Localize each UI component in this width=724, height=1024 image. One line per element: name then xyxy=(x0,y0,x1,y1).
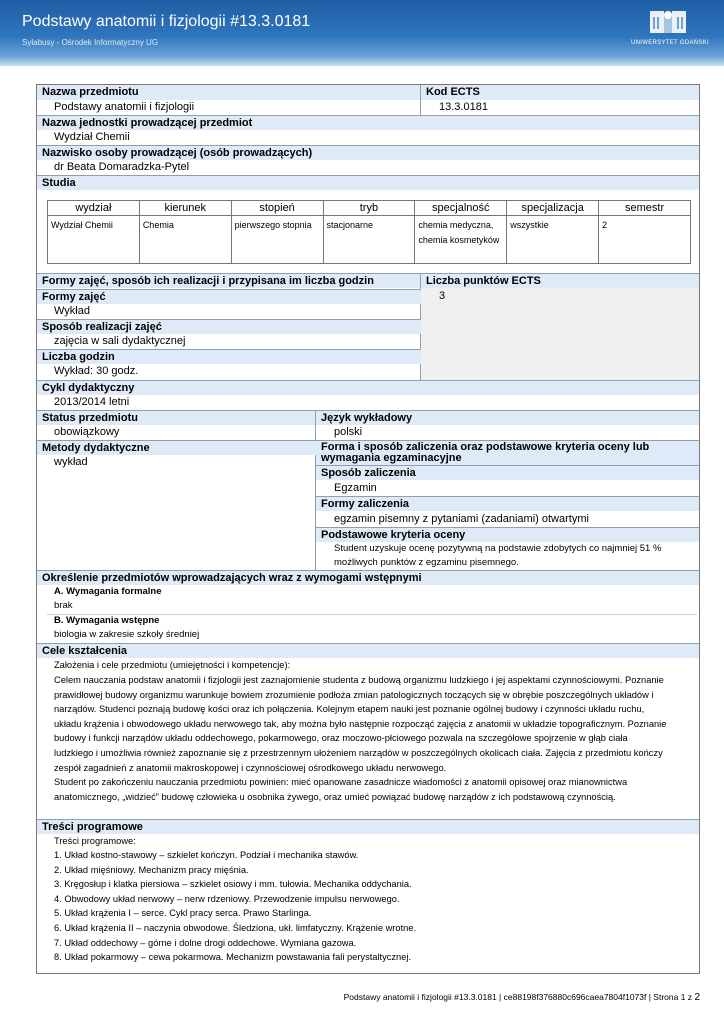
course-name-label: Nazwa przedmiotu xyxy=(37,85,421,100)
goals-line: anatomicznego, „widzieć” budowę człowieka u osobnika żywego, oraz umieć powiązać budowę narządów z ich podstawową czynnością. xyxy=(54,792,616,802)
ects-points-panel xyxy=(421,288,699,381)
prereq-a-label: A. Wymagania formalne xyxy=(54,586,162,597)
method-label: Sposób realizacji zajęć xyxy=(37,319,421,334)
prereq-b-value: biologia w zakresie szkoły średniej xyxy=(54,629,200,640)
unit-value: Wydział Chemii xyxy=(54,131,130,143)
col-wydzial: wydział xyxy=(48,201,140,216)
assessment-type: Egzamin xyxy=(334,482,377,494)
cycle-label: Cykl dydaktyczny xyxy=(37,380,699,395)
page-header xyxy=(0,0,724,66)
teacher-value: dr Beata Domaradzka-Pytel xyxy=(54,161,190,173)
goals-line: Student po zakończeniu nauczania przedmiotu powinien: mieć opanowane zasadnicze wiadomości z anatomii opisowej oraz mianownictwa xyxy=(54,777,628,787)
goals-line: ludzkiego i umożliwia również zapoznanie się z przestrzennym ułożeniem narządów w poszczególnych okolicach ciała. Zajęcia z przedmiotu kończy xyxy=(54,748,663,758)
cell-semestr: 2 xyxy=(599,216,691,264)
col-stopien: stopień xyxy=(231,201,323,216)
criteria-line-1: Student uzyskuje ocenę pozytywną na podstawie zdobytych co najmniej 51 % xyxy=(334,543,662,554)
assessment-label: Forma i sposób zaliczenia oraz podstawowe kryteria oceny lub wymagania egzaminacyjne xyxy=(316,440,699,465)
footer-page-total: 2 xyxy=(694,992,700,1003)
assessment-type-label: Sposób zaliczenia xyxy=(316,465,699,480)
methods-value: wykład xyxy=(54,456,88,468)
prereq-b-label: B. Wymagania wstępne xyxy=(54,615,160,626)
col-kierunek: kierunek xyxy=(139,201,231,216)
hours-value: Wykład: 30 godz. xyxy=(54,365,139,377)
unit-label: Nazwa jednostki prowadzącej przedmiot xyxy=(37,115,699,130)
page-footer xyxy=(344,992,700,1003)
goals-line: prawidłowej budowy organizmu warunkuje bowiem zrozumienie podłoża zmian patologicznych toczących się w obrębie poszczególnych układów i xyxy=(54,690,654,700)
ects-points-label: Liczba punktów ECTS xyxy=(421,273,699,288)
prereq-label: Określenie przedmiotów wprowadzających wraz z wymogami wstępnymi xyxy=(37,570,699,585)
content-line: 8. Układ pokarmowy – cewa pokarmowa. Mechanizm powstawania fali perystaltycznej. xyxy=(54,952,412,962)
teacher-label: Nazwisko osoby prowadzącej (osób prowadzących) xyxy=(37,145,699,160)
university-logo-icon xyxy=(646,7,690,37)
content-line: 1. Układ kostno-stawowy – szkielet kończyn. Podział i mechanika stawów. xyxy=(54,850,359,860)
university-name: UNIWERSYTET GDAŃSKI xyxy=(631,40,709,46)
cell-specjalnosc: chemia medyczna, chemia kosmetyków xyxy=(415,216,507,264)
language-value: polski xyxy=(334,426,363,438)
goals-line: budowy i funkcji narządów układu oddechowego, pokarmowego, oraz moczowo-płciowego pozwala na szczegółowe spojrzenie w głąb ciała xyxy=(54,733,628,743)
content-line: 4. Obwodowy układ nerwowy – nerw rdzeniowy. Przewodzenie impulsu nerwowego. xyxy=(54,894,400,904)
assessment-forms-label: Formy zaliczenia xyxy=(316,496,699,511)
criteria-label: Podstawowe kryteria oceny xyxy=(316,527,699,542)
content-line: 7. Układ oddechowy – górne i dolne drogi oddechowe. Wymiana gazowa. xyxy=(54,938,357,948)
footer-text: Podstawy anatomii i fizjologii #13.3.0181 | ce88198f376880c696caea7804f1073f | Strona 1 z xyxy=(343,992,693,1002)
col-tryb: tryb xyxy=(323,201,415,216)
content-line: 5. Układ krążenia I – serce. Cykl pracy serca. Prawo Starlinga. xyxy=(54,908,312,918)
col-specjalizacja: specjalizacja xyxy=(507,201,599,216)
criteria-line-2: możliwych punktów z egzaminu pisemnego. xyxy=(334,557,519,568)
methods-label: Metody dydaktyczne xyxy=(37,440,316,455)
method-value: zajęcia w sali dydaktycznej xyxy=(54,335,186,347)
divider xyxy=(315,410,316,570)
content-line: 3. Kręgosłup i klatka piersiowa – szkielet osiowy i mm. tułowia. Mechanika oddychania. xyxy=(54,879,412,889)
cell-wydzial: Wydział Chemii xyxy=(48,216,140,264)
prereq-a-value: brak xyxy=(54,600,73,611)
forms-label: Formy zajęć, sposób ich realizacji i przypisana im liczba godzin xyxy=(37,273,421,288)
divider xyxy=(420,85,421,115)
status-value: obowiązkowy xyxy=(54,426,120,438)
language-label: Język wykładowy xyxy=(316,410,699,425)
content-label: Treści programowe xyxy=(37,819,699,834)
cell-kierunek: Chemia xyxy=(139,216,231,264)
table-row xyxy=(48,216,691,264)
form-label: Formy zajęć xyxy=(37,289,421,304)
studia-label: Studia xyxy=(37,175,699,190)
status-label: Status przedmiotu xyxy=(37,410,316,425)
course-name: Podstawy anatomii i fizjologii xyxy=(54,101,195,113)
assessment-forms: egzamin pisemny z pytaniami (zadaniami) otwartymi xyxy=(334,513,589,525)
form-value: Wykład xyxy=(54,305,90,317)
goals-line: Celem nauczania podstaw anatomii i fizjologii jest zaznajomienie studenta z budową organizmu ludzkiego i jej aspektami czynnościowymi. Poznanie xyxy=(54,675,664,685)
ects-code: 13.3.0181 xyxy=(439,101,488,113)
cell-tryb: stacjonarne xyxy=(323,216,415,264)
cell-stopien: pierwszego stopnia xyxy=(231,216,323,264)
col-semestr: semestr xyxy=(599,201,691,216)
content-line: 2. Układ mięśniowy. Mechanizm pracy mięśnia. xyxy=(54,865,249,875)
content-line: 6. Układ krążenia II – naczynia obwodowe. Śledziona, ukł. limfatyczny. Krążenie wrotne. xyxy=(54,923,417,933)
studia-table xyxy=(47,200,691,264)
page-subtitle: Sylabusy - Ośrodek Informatyczny UG xyxy=(22,38,159,47)
syllabus-frame xyxy=(36,84,700,974)
ects-code-label: Kod ECTS xyxy=(421,85,699,100)
studia-header-row xyxy=(48,201,691,216)
goals-line: zespół zagadnień z anatomii makroskopowej i czynnościowej ośrodkowego układu nerwowego. xyxy=(54,763,447,773)
goals-line: narządów. Studenci poznają budowę kości oraz ich połączenia. Kolejnym etapem nauki jest poznanie ogólnej budowy i czynności układu ruchu, xyxy=(54,704,645,714)
goals-line: Założenia i cele przedmiotu (umiejętności i kompetencje): xyxy=(54,660,291,670)
goals-label: Cele kształcenia xyxy=(37,643,699,658)
cycle-value: 2013/2014 letni xyxy=(54,396,130,408)
page-title: Podstawy anatomii i fizjologii #13.3.0181 xyxy=(22,13,311,30)
col-specjalnosc: specjalność xyxy=(415,201,507,216)
content-line: Treści programowe: xyxy=(54,836,136,846)
goals-line: układu krążenia i obwodowego układu nerwowego tak, aby można było następnie rozpocząć zajęcia z anatomii w układzie topograficznym. Poznanie xyxy=(54,719,667,729)
hours-label: Liczba godzin xyxy=(37,349,421,364)
ects-points: 3 xyxy=(439,290,446,302)
cell-specjalizacja: wszystkie xyxy=(507,216,599,264)
